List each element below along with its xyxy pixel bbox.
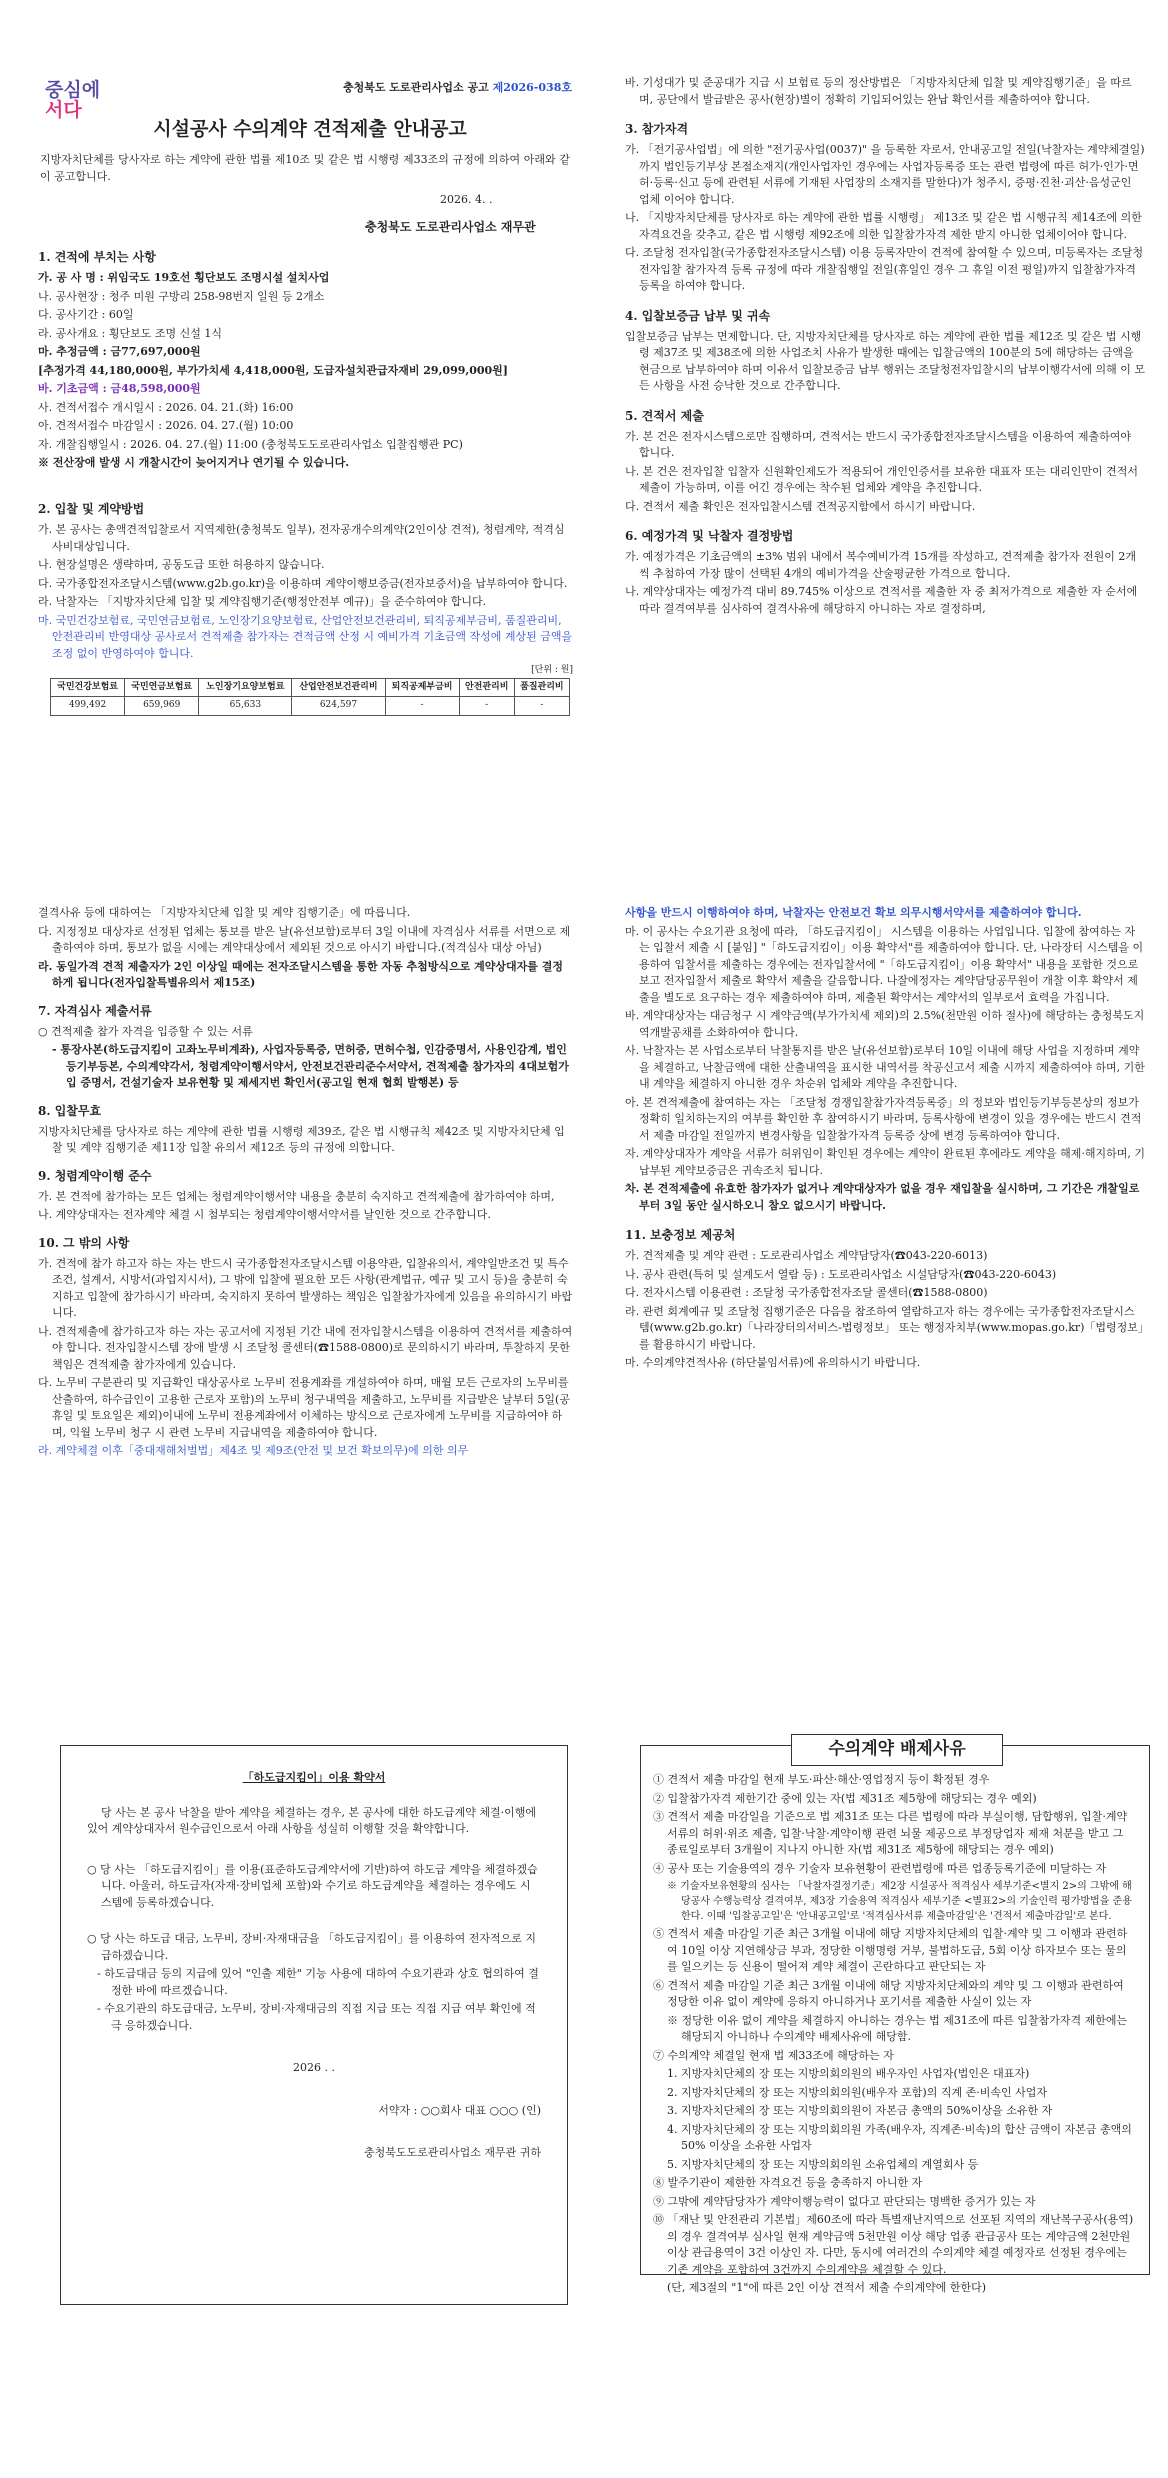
paragraph: 사항을 반드시 이행하여야 하며, 낙찰자는 안전보건 확보 의무시행서약서를 제출하여야 합니다. [625, 906, 1082, 919]
list-item: 다. 견적서 제출 확인은 전자입찰시스템 견적공지함에서 하시기 바랍니다. [625, 499, 976, 513]
right-column-1 [625, 75, 1145, 619]
list-item: - 수요기관의 하도급대금, 노무비, 장비·자재대금의 직접 지급 또는 직접 지급 여부 확인에 적극 응하겠습니다. [97, 2002, 536, 2032]
notice-warning: ※ 전산장애 발생 시 개찰시간이 늦어지거나 연기될 수 있습니다. [38, 456, 350, 469]
paragraph: ○ 견적제출 참가 자격을 입증할 수 있는 서류 [38, 1024, 253, 1038]
list-item: ② 입찰참가자격 제한기간 중에 있는 자(법 제31조 제5항에 해당되는 경우 예외) [653, 1791, 1037, 1805]
table-header: 국민건강보험료 [51, 678, 125, 697]
table-cell: 65,633 [199, 697, 292, 716]
table-header-row [51, 678, 570, 697]
issuing-org: 충청북도 도로관리사업소 재무관 [365, 220, 536, 234]
section-2 [38, 500, 573, 716]
list-item: 마. 수의계약견적사유 (하단붙임서류)에 유의하시기 바랍니다. [625, 1356, 921, 1369]
list-item: 라. 계약체결 이후「중대재해처벌법」제4조 및 제9조(안전 및 보건 확보의무)에 의한 의무 [38, 1444, 469, 1457]
section-heading: 7. 자격심사 제출서류 [38, 1003, 152, 1018]
list-item: 나. 공사현장 : 청주 미원 구방리 258-98번지 일원 등 2개소 [38, 289, 325, 303]
list-item: 나. 견적제출에 참가하고자 하는 자는 공고서에 지정된 기간 내에 전자입찰시스템을 이용하여 견적서를 제출하여야 합니다. 전자입찰시스템 장애 발생 시 조달청 콜센터(☎1588-0800)로 문의하시기 바라며, 투찰하지 못한 책임은 견적제출 참가자에게 있습니다. [38, 1324, 573, 1371]
list-item: 다. 지정정보 대상자로 선정된 업체는 통보를 받은 날(유선보함)로부터 3일 이내에 자격심사 서류를 서면으로 제출하여야 하며, 통보가 없을 시에는 계약대상에서 제외된 것으로 아시기 바랍니다.(적격심사 대상 아님) [38, 924, 571, 954]
left-column-2 [38, 905, 573, 1462]
list-item: 아. 견적서접수 마감일시 : 2026. 04. 27.(월) 10:00 [38, 419, 294, 432]
list-item: 4. 지방자치단체의 장 또는 지방의회의원 가족(배우자, 직계존·비속)의 합산 금액이 자본금 총액의 50% 이상을 소유한 사업자 [667, 2122, 1132, 2152]
table-header: 노인장기요양보험료 [199, 678, 292, 697]
logo-line1: 중심에 [45, 79, 101, 101]
section-heading: 1. 견적에 부치는 사항 [38, 250, 156, 264]
table-cell: - [385, 697, 459, 716]
form-title: 「하도급지킴이」이용 확약서 [242, 1771, 386, 1784]
list-item: ⑤ 견적서 제출 마감일 기준 최근 3개월 이내에 해당 지방자치단체의 입찰·계약 및 그 이행과 관련하여 10일 이상 지연해상금 부과, 정당한 이행명령 거부, 불법하도급, 5회 이상 하자보수 또는 물의를 일으키는 등 신용이 떨어져 계약 체결이 곤란하다고 판단되는 자 [653, 1927, 1128, 1973]
list-item: 1. 지방자치단체의 장 또는 지방의회의원의 배우자인 사업자(법인은 대표자) [667, 2067, 1030, 2080]
table-cell: 659,969 [125, 697, 199, 716]
list-item: 아. 본 견적제출에 참여하는 자는 「조달청 경쟁입찰참가자격등록증」의 정보와 법인등기부등본상의 정보가 정확히 일치하는지의 여부를 확인한 후 참여하시기 바라며, 등록사항에 변경이 있을 경우에는 반드시 견적서 제출 마감일 전일까지 변경사항을 입찰참가자격 등록증 상에 변경 등록하여야 합니다. [625, 1095, 1142, 1142]
list-item: ⑩ 「재난 및 안전관리 기본법」제60조에 따라 특별재난지역으로 선포된 지역의 재난복구공사(용역)의 경우 결격여부 심사일 현재 계약금액 5천만원 이상 해당 업종 관급공사 또는 계약금액 2천만원 이상 관급용역이 3건 이상인 자. 다만, 동시에 여러건의 수의계약 체결 예정자로 선정된 경우에는 기존 계약을 포함하여 3건까지 수의계약을 체결할 수 있다. [653, 2213, 1134, 2276]
section-heading: 3. 참가자격 [625, 122, 689, 136]
logo-line2: 서다 [45, 99, 82, 121]
list-item: 나. 현장설명은 생략하며, 공동도급 또한 허용하지 않습니다. [38, 558, 325, 571]
list-item: 가. 본 건은 전자시스템으로만 집행하며, 견적서는 반드시 국가종합전자조달시스템을 이용하여 제출하여야 합니다. [625, 429, 1132, 459]
list-item: 사. 견적서접수 개시일시 : 2026. 04. 21.(화) 16:00 [38, 400, 294, 414]
section-heading: 10. 그 밖의 사항 [38, 1235, 130, 1250]
paragraph: 지방자치단체를 당사자로 하는 계약에 관한 법률 시행령 제39조, 같은 법 시행규칙 제42조 및 지방자치단체 입찰 및 계약 집행기준 제11장 입찰 유의서 제12조 등의 규정에 의합니다. [38, 1124, 565, 1154]
list-item: 자. 계약상대자가 계약을 서류가 허위임이 확인된 경우에는 계약이 완료된 후에라도 계약을 해제·해지하며, 기 납부된 계약보증금은 귀속조치 됩니다. [625, 1147, 1145, 1177]
list-item: 바. 기초금액 : 금48,598,000원 [38, 382, 201, 395]
list-item: ① 견적서 제출 마감일 현재 부도·파산·해산·영업정지 등이 확정된 경우 [653, 1773, 990, 1786]
paragraph: 입찰보증금 납부는 면제합니다. 단, 지방자치단체를 당사자로 하는 계약에 관한 법률 제12조 및 같은 법 시행령 제37조 및 제38조에 의한 사업조치 사유가 발생한 때에는 입찰금액의 100분의 5에 해당하는 금액을 현금으로 납부하여야 하며 이유서 입찰보증금 납부 행위는 조달청전자입찰시의 납부이행각서에 의해 이 모든 사항을 사전 승낙한 것으로 간주합니다. [625, 329, 1146, 392]
list-item: ⑨ 그밖에 계약담당자가 계약이행능력이 없다고 판단되는 명백한 증거가 있는 자 [653, 2194, 1036, 2208]
list-item: 가. 공 사 명 : 위임국도 19호선 횡단보도 조명시설 설치사업 [38, 271, 330, 284]
list-item: ⑧ 발주기관이 제한한 자격요건 등을 충족하지 아니한 자 [653, 2176, 923, 2189]
pledge-form [60, 1745, 568, 2305]
paragraph: 당 사는 본 공사 낙찰을 받아 계약을 체결하는 경우, 본 공사에 대한 하도급계약 체결·이행에 있어 계약상대자서 원수급인으로서 아래 사항을 성실히 이행할 것을 확약합니다. [87, 1805, 536, 1835]
list-item: 마. 이 공사는 수요기관 요청에 따라, 「하도급지킴이」 시스템을 이용하는 사업입니다. 입찰에 참여하는 자는 입찰서 제출 시 [붙임] "「하도급지킴이」이용 확약서"를 제출하여야 합니다. 단, 나라장터 시스템을 이용하여 입찰서를 제출하는 경우에는 전자입찰서에 "「하도급지킴이」이용 확약서" 내용을 포함한 것으로 보고 전자입찰서 제출로 확약서 제출을 갈음합니다. 나잘에정자는 계약담당공무원이 개찰 이후 확약서 제출을 별도로 요구하는 경우 제출하여야 하며, 제출된 확약서는 계약서의 일부로서 효력을 가집니다. [625, 924, 1144, 1004]
list-item: ○ 당 사는 「하도급지킴이」를 이용(표준하도급계약서에 기반)하여 하도급 계약을 체결하겠습니다. 아울러, 하도급자(자재·장비업체 포함)와 수기로 하도급계약을 체결하는 경우에도 시스템에 등록하겠습니다. [87, 1862, 538, 1909]
table-header: 산업안전보건관리비 [292, 678, 385, 697]
list-item: ※ 정당한 이유 없이 계약을 체결하지 아니하는 경우는 법 제31조에 따른 입찰참가자격 제한에는 해당되지 아니하나 수의계약 배제사유에 해당함. [667, 2013, 1128, 2043]
list-item: 2. 지방자치단체의 장 또는 지방의회의원(배우자 포함)의 직계 존·비속인 사업자 [667, 2085, 1047, 2099]
box-title: 수의계약 배제사유 [791, 1734, 1003, 1766]
right-column-2 [625, 905, 1145, 1374]
list-item: 가. 본 견적에 참가하는 모든 업체는 청렴계약이행서약 내용을 충분히 숙지하고 견적제출에 참가하여야 하며, [38, 1189, 555, 1203]
list-item: 바. 기성대가 및 준공대가 지급 시 보험료 등의 정산방법은 「지방자치단체 입찰 및 계약집행기준」을 따르며, 공단에서 발급받은 공사(현장)별이 정확히 기입되어있는 완납 확인서를 제출하여야 합니다. [625, 76, 1132, 106]
list-item: 나. 계약상대자는 전자계약 체결 시 첨부되는 청렴계약이행서약서를 날인한 것으로 간주합니다. [38, 1208, 491, 1221]
list-item: [추정가격 44,180,000원, 부가가치세 4,418,000원, 도급자설치관급자재비 29,099,000원] [38, 363, 509, 377]
list-item: 라. 공사개요 : 횡단보도 조명 신설 1식 [38, 326, 222, 340]
list-item: 5. 지방자치단체의 장 또는 지방의회의원 소유업체의 계열회사 등 [667, 2157, 979, 2171]
list-item: ※ 기술자보유현황의 심사는 「낙찰자결정기준」제2장 시설공사 적격심사 세부기준<별지 2>의 그밖에 해당공사 수행능력상 결격여부, 제3장 기술용역 적격심사 세부기준 <별표2>의 기술인력 평가방법을 준용한다. 이때 '입찰공고일'은 '안내공고일'로 '적격심사서류 제출마감일'은 '견적서 제출마감일'로 본다. [667, 1881, 1132, 1922]
unit-label: [단위 : 원] [531, 665, 573, 675]
section-heading: 5. 견적서 제출 [625, 408, 704, 423]
section-heading: 4. 입찰보증금 납부 및 귀속 [625, 308, 771, 323]
list-item: (단, 제3절의 "1"에 따른 2인 이상 견적서 제출 수의계약에 한한다) [667, 2281, 987, 2294]
notice-number: 충청북도 도로관리사업소 공고 제2026-038호 [342, 81, 572, 94]
notice-date: 2026. 4. . [440, 193, 493, 206]
exclusion-reasons [640, 1739, 1150, 2294]
table-row [51, 697, 570, 716]
intro-text: 지방자치단체를 당사자로 하는 계약에 관한 법률 제10조 및 같은 법 시행령 제33조의 규정에 의하여 아래와 같이 공고합니다. [40, 153, 570, 183]
list-item: ⑦ 수의계약 체결일 현재 법 제33조에 해당하는 자 [653, 2048, 894, 2062]
list-item: 가. 「전기공사업법」에 의한 "전기공사업(0037)" 을 등록한 자로서, 안내공고일 전일(낙찰자는 계약체결일)까지 법인등기부상 본점소재지(개인사업자인 경우에는 사업자등록증 또는 관련 법령에 따른 허가·인가·면허·등록·신고 등에 관련된 서류에 기재된 사업장의 소재지를 말한다)가 청주시, 증평·진천·괴산·음성군인 업체 이어야 합니다. [625, 143, 1145, 206]
list-item: 마. 추정금액 : 금77,697,000원 [38, 345, 201, 358]
page-title: 시설공사 수의계약 견적제출 안내공고 [153, 118, 467, 140]
list-item: 나. 계약상대자는 예정가격 대비 89.745% 이상으로 견적서를 제출한 자 중 최저가격으로 제출한 자 순서에 따라 결격여부를 심사하여 결격사유에 해당하지 아니하는 자로 결정하며, [625, 585, 1138, 615]
list-item: 바. 계약대상자는 대금청구 시 계약금액(부가가치세 제외)의 2.5%(천만원 이하 절사)에 해당하는 충청북도지역개발공채를 소화하여야 합니다. [625, 1009, 1145, 1039]
paragraph: 결격사유 등에 대하여는 「지방자치단체 입찰 및 계약 집행기준」에 따릅니다. [38, 906, 411, 919]
form-date: 2026 . . [293, 2061, 335, 2074]
addressee-line: 충청북도도로관리사업소 재무관 귀하 [363, 2146, 541, 2159]
section-heading: 11. 보충정보 제공처 [625, 1228, 736, 1242]
list-item: 라. 관련 회계예규 및 조달청 집행기준은 다음을 참조하여 열람하고자 하는 경우에는 국가종합전자조달시스템(www.g2b.go.kr)「나라장터의서비스-법령정보」 또는 행정자치부(www.mopas.go.kr)「법령정보」를 활용하시기 바랍니다. [625, 1304, 1144, 1351]
list-item: 사. 낙찰자는 본 사업소로부터 낙찰통지를 받은 날(유선보함)로부터 10일 이내에 해당 사업을 지정하며 계약을 체결하고, 낙찰금액에 대한 산출내역을 표시한 내역서를 착공신고서 제출 시까지 제출하여야 하며, 기한 내 계약을 체결하지 아니한 경우 차순위 업체와 계약을 추진합니다. [625, 1044, 1145, 1090]
cost-table [50, 678, 570, 716]
list-item: 다. 공사기간 : 60일 [38, 308, 134, 321]
section-heading: 2. 입찰 및 계약방법 [38, 502, 145, 516]
list-item: - 하도급대금 등의 지급에 있어 "인출 제한" 기능 사용에 대하여 수요기관과 상호 협의하여 결정한 바에 따르겠습니다. [97, 1967, 539, 1997]
list-item: 다. 국가종합전자조달시스템(www.g2b.go.kr)을 이용하며 계약이행보증금(전자보증서)을 납부하여야 합니다. [38, 576, 568, 590]
list-item: 다. 노무비 구분관리 및 지급확인 대상공사로 노무비 전용계좌를 개설하여야 하며, 매월 모든 근로자의 노무비를 산출하여, 하수급인이 고용한 근로자 포함)의 노무비 청구내역을 제출하고, 노무비를 지급받은 날부터 5일(공휴일 및 토요일은 제외)이내에 노무비 전용계좌에서 이체하는 방식으로 근로자에게 노무비를 지급하여야 하며, 익월 노무비 청구 시 관련 노무비 지급내역을 제출하여야 합니다. [38, 1376, 570, 1439]
list-item: 나. 공사 관련(특허 및 설계도서 열람 등) : 도로관리사업소 시설담당자(☎043-220-6043) [625, 1267, 1057, 1281]
section-heading: 9. 청렴계약이행 준수 [38, 1168, 152, 1183]
list-item: 나. 「지방자치단체를 당사자로 하는 계약에 관한 법률 시행령」 제13조 및 같은 법 시행규칙 제14조에 의한 자격요건을 갖추고, 같은 법 시행령 제92조에 의한 입찰참가자격 제한 받지 아니한 업체이어야 합니다. [625, 211, 1142, 241]
list-item: 라. 낙찰자는 「지방자치단체 입찰 및 계약집행기준(행정안전부 예규)」을 준수하여야 합니다. [38, 595, 487, 608]
list-item: 가. 본 공사는 총액견적입찰로서 지역제한(충청북도 일부), 전자공개수의계약(2인이상 견적), 청렴계약, 적격심사비대상입니다. [38, 523, 565, 553]
section-1 [38, 248, 573, 474]
list-item: 자. 개찰집행일시 : 2026. 04. 27.(월) 11:00 (충청북도도로관리사업소 입찰집행관 PC) [38, 437, 463, 451]
list-item: 3. 지방자치단체의 장 또는 지방의회의원이 자본금 총액의 50%이상을 소유한 자 [667, 2104, 1053, 2117]
section-heading: 6. 예정가격 및 낙찰자 결정방법 [625, 529, 794, 543]
table-cell: - [514, 697, 569, 716]
list-item: 가. 예정가격은 기초금액의 ±3% 범위 내에서 복수예비가격 15개를 작성하고, 견적제출 참가자 전원이 2개씩 추첨하여 가장 많이 선택된 4개의 예비가격을 산술평균한 가격으로 합니다. [625, 550, 1137, 580]
table-header: 국민연금보험료 [125, 678, 199, 697]
table-cell: - [459, 697, 514, 716]
list-item: 라. 동일가격 견적 제출자가 2인 이상일 때에는 전자조달시스템을 통한 자동 추첨방식으로 계약상대자를 결정하게 됩니다(전자입찰특별유의서 제15조) [38, 959, 563, 989]
signer-line: 서약자 : ○○회사 대표 ○○○ (인) [378, 2103, 541, 2117]
table-cell: 624,597 [292, 697, 385, 716]
list-item: ○ 당 사는 하도급 대금, 노무비, 장비·자재대금을 「하도급지킴이」를 이용하여 전자적으로 지급하겠습니다. [87, 1932, 536, 1962]
list-item: 나. 본 건은 전자입찰 입찰자 신원확인제도가 적용되어 개인인증서를 보유한 대표자 또는 대리인만이 견적서 제출이 가능하며, 이를 어긴 경우에는 착수된 업체와 계약을 추진합니다. [625, 464, 1138, 494]
list-item: - 통장사본(하도급지킴이 고좌노무비계좌), 사업자등록증, 면허증, 면허수첩, 인감증명서, 사용인감계, 법인등기부등본, 수의계약각서, 청렴계약이행서약서, 안전보건관리준수서약서, 견적제출 참가자의 4대보험가입 증명서, 건설기술자 보유현황 및 제세지번 확인서(공고일 현재 협회 발행본) 등 [52, 1043, 569, 1089]
section-heading: 8. 입찰무효 [38, 1103, 102, 1118]
table-header: 품질관리비 [514, 678, 569, 697]
list-item: 가. 견적제출 및 계약 관련 : 도로관리사업소 계약담당자(☎043-220-6013) [625, 1249, 988, 1262]
table-header: 안전관리비 [459, 678, 514, 697]
list-item: ⑥ 견적서 제출 마감일 기준 최근 3개월 이내에 해당 지방자치단체와의 계약 및 그 이행과 관련하여 정당한 이유 없이 계약에 응하지 아니하거나 포기서를 제출한 사실이 있는 자 [653, 1978, 1124, 2008]
list-item: 다. 전자시스템 이용관련 : 조달청 국가종합전자조달 콜센터(☎1588-0800) [625, 1286, 988, 1299]
list-item: ④ 공사 또는 기술용역의 경우 기술자 보유현황이 관련법령에 따른 업종등록기준에 미달하는 자 [653, 1861, 1107, 1875]
list-item: 가. 견적에 참가 하고자 하는 자는 반드시 국가종합전자조달시스템 이용약관, 입찰유의서, 계약일반조건 및 특수조건, 설계서, 시방서(과업지시서), 그 밖에 입찰에 필요한 모든 사항(관계법규, 예규 및 고시 등)을 충분히 숙지하고 입찰에 참가하시기 바라며, 숙지하지 못하여 발생하는 책임은 입찰참가자에게 있음을 유의하시기 바랍니다. [38, 1256, 573, 1319]
list-item: 마. 국민건강보험료, 국민연금보험료, 노인장기요양보험료, 산업안전보건관리비, 퇴직공제부금비, 품질관리비, 안전관리비 반영대상 공사로서 견적제출 참가자는 견적금액 산정 시 예비가격 기초금액 작성에 계상된 금액을 조정 없이 반영하여야 합니다. [38, 613, 573, 660]
list-item: ③ 견적서 제출 마감일을 기준으로 법 제31조 또는 다른 법령에 따라 부실이행, 담합행위, 입찰·계약 서류의 허위·위조 제출, 입찰·낙찰·계약이행 관련 뇌물 제공으로 부정당업자 제재 처분을 받고 그 종료일로부터 3개월이 지나지 아니한 자(법 제31조 제5항에 해당되는 경우 예외) [653, 1810, 1128, 1856]
table-cell: 499,492 [51, 697, 125, 716]
table-header: 퇴직공제부금비 [385, 678, 459, 697]
list-item: 차. 본 견적제출에 유효한 참가자가 없거나 계약대상자가 없을 경우 재입찰을 실시하며, 그 기간은 개찰일로부터 3일 동안 실시하오니 참오 없으시기 바랍니다. [625, 1182, 1140, 1212]
list-item: 다. 조달청 전자입찰(국가종합전자조달시스템) 이용 등록자만이 견적에 참여할 수 있으며, 미등록자는 조달청 전자입찰 참가자격 등록 규정에 따라 개찰집행일 전일(휴일인 경우 그 휴일 이전 평일)까지 입찰참가자격 등록을 하여야 합니다. [625, 246, 1144, 292]
